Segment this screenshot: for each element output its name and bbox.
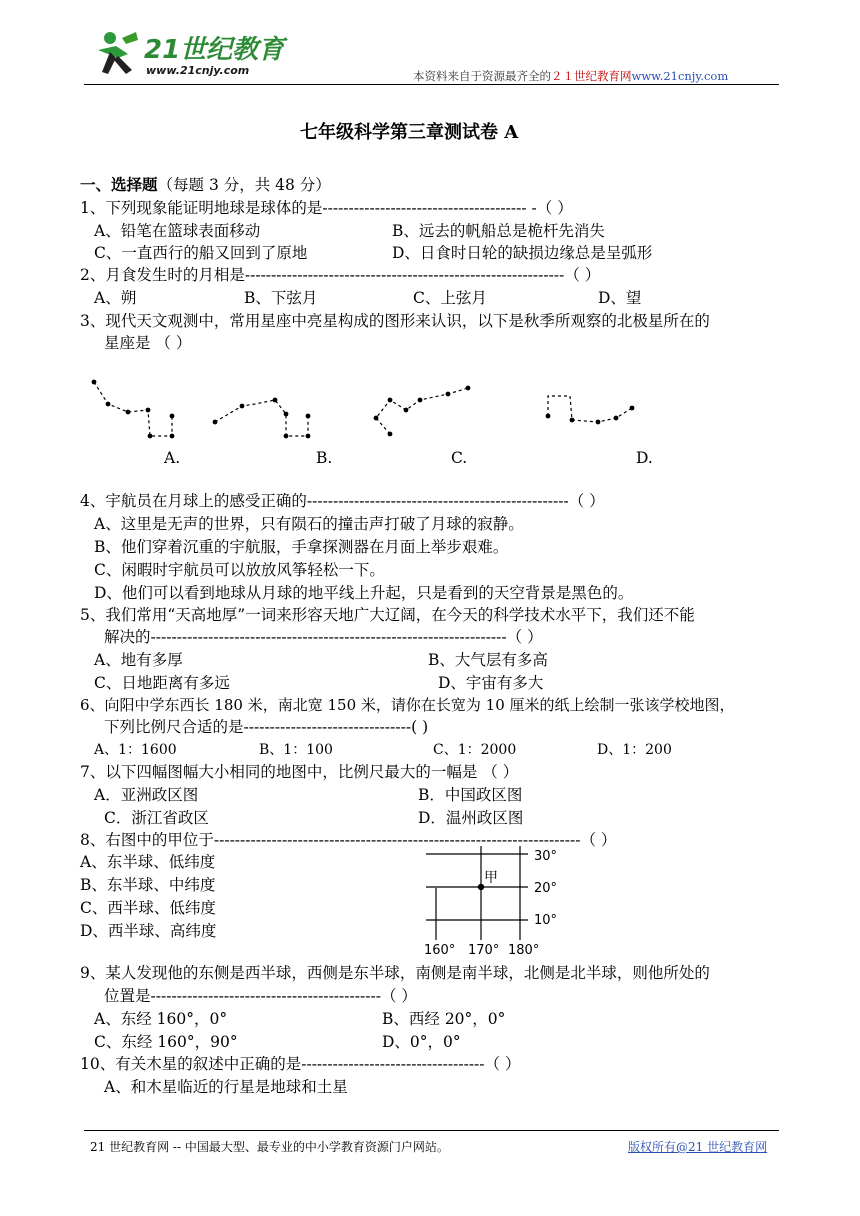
question-2-option-b: B、下弦月	[244, 289, 318, 307]
constellation-a	[94, 382, 172, 436]
question-3-option-d: D.	[636, 449, 653, 467]
question-7-option-d: D．温州政区图	[418, 809, 524, 827]
question-9-stem: 9、某人发现他的东侧是西半球，西侧是东半球，南侧是南半球，北侧是北半球，则他所处的	[80, 964, 710, 982]
question-1-option-c: C、一直西行的船又回到了原地	[94, 244, 308, 262]
point-jia-label: 甲	[484, 870, 498, 886]
question-1-option-d: D、日食时日轮的缺损边缘总是呈弧形	[392, 244, 653, 262]
question-9-stem-cont: 位置是--------------------------------------------（ ）	[104, 987, 417, 1005]
question-5-stem-cont: 解决的--------------------------------------------------------------------（ ）	[104, 628, 543, 646]
question-9-option-d: D、0°，0°	[382, 1033, 461, 1051]
question-7-stem: 7、以下四幅图幅大小相同的地图中，比例尺最大的一幅是 （ ）	[80, 763, 519, 781]
question-5-stem: 5、我们常用“天高地厚”一词来形容天地广大辽阔，在今天的科学技术水平下，我们还不能	[80, 606, 695, 624]
question-4-option-c: C、闲暇时宇航员可以放放风筝轻松一下。	[94, 561, 385, 579]
question-5-option-c: C、日地距离有多远	[94, 674, 230, 692]
question-7-option-b: B．中国政区图	[418, 786, 523, 804]
lat-label-20: 20°	[534, 881, 558, 896]
question-2-stem: 2、月食发生时的月相是-------------------------------------------------------------（ ）	[80, 266, 601, 284]
question-3-option-a: A.	[164, 449, 181, 467]
question-2-option-c: C、上弦月	[413, 289, 487, 307]
question-3-stem-cont: 星座是 （ ）	[104, 334, 192, 352]
question-6-stem-cont: 下列比例尺合适的是--------------------------------( )	[104, 718, 429, 736]
question-8-option-d: D、西半球、高纬度	[80, 922, 217, 940]
page-title: 七年级科学第三章测试卷 A	[300, 122, 519, 143]
question-2-option-d: D、望	[598, 289, 642, 307]
constellation-figures	[80, 370, 660, 450]
logo-brand: 21世纪教育	[144, 35, 285, 65]
question-7-option-a: A．亚洲政区图	[94, 786, 199, 804]
question-1-option-b: B、远去的帆船总是桅杆先消失	[392, 222, 605, 240]
question-4-option-a: A、这里是无声的世界，只有陨石的撞击声打破了月球的寂静。	[94, 515, 524, 533]
footer-rule	[84, 1130, 779, 1131]
lon-label-170: 170°	[468, 943, 500, 958]
question-4-stem: 4、宇航员在月球上的感受正确的--------------------------------------------------（ ）	[80, 492, 605, 510]
lon-label-180: 180°	[508, 943, 540, 958]
footer-left: 21 世纪教育网 -- 中国最大型、最专业的中小学教育资源门户网站。	[90, 1140, 449, 1154]
header-url-link[interactable]: www.21cnjy.com	[631, 69, 729, 83]
question-3-option-b: B.	[316, 449, 333, 467]
lat-label-30: 30°	[534, 849, 558, 864]
question-1-stem: 1、下列现象能证明地球是球体的是--------------------------------------- -（ ）	[80, 199, 573, 217]
question-5-option-b: B、大气层有多高	[428, 651, 548, 669]
question-6-option-a: A、1：1600	[94, 742, 177, 758]
question-6-option-d: D、1：200	[597, 742, 672, 758]
header-site: ２１世纪教育网	[551, 69, 632, 83]
question-5-option-a: A、地有多厚	[94, 651, 183, 669]
question-9-option-c: C、东经 160°，90°	[94, 1033, 238, 1051]
footer-copyright-link[interactable]: 版权所有@21 世纪教育网	[628, 1140, 768, 1154]
constellation-b	[215, 400, 308, 436]
section-heading: 一、选择题（每题 3 分，共 48 分）	[80, 175, 331, 194]
lon-label-160: 160°	[424, 943, 456, 958]
question-1-option-a: A、铅笔在篮球表面移动	[94, 222, 261, 240]
question-8-option-c: C、西半球、低纬度	[80, 899, 216, 917]
question-4-option-d: D、他们可以看到地球从月球的地平线上升起，只是看到的天空背景是黑色的。	[94, 584, 634, 602]
question-6-stem: 6、向阳中学东西长 180 米，南北宽 150 米，请你在长宽为 10 厘米的纸上绘制一张该学校地图，	[80, 696, 735, 714]
header-note: 本资料来自于资源最齐全的２１世纪教育网www.21cnjy.com	[413, 69, 729, 83]
lat-lon-grid-figure	[420, 842, 570, 960]
question-3-option-c: C.	[451, 449, 468, 467]
question-8-stem: 8、右图中的甲位于----------------------------------------------------------------------（ ）	[80, 831, 617, 849]
question-8-option-a: A、东半球、低纬度	[80, 853, 216, 871]
question-8-option-b: B、东半球、中纬度	[80, 876, 216, 894]
question-10-stem: 10、有关木星的叙述中正确的是-----------------------------------（ ）	[80, 1055, 521, 1073]
constellation-c	[376, 388, 468, 434]
question-9-option-b: B、西经 20°，0°	[382, 1010, 506, 1028]
question-10-option-a: A、和木星临近的行星是地球和土星	[104, 1078, 348, 1096]
question-4-option-b: B、他们穿着沉重的宇航服，手拿探测器在月面上举步艰难。	[94, 538, 509, 556]
lat-label-10: 10°	[534, 913, 558, 928]
question-2-option-a: A、朔	[94, 289, 137, 307]
question-6-option-b: B、1：100	[259, 742, 333, 758]
question-9-option-a: A、东经 160°，0°	[94, 1010, 228, 1028]
header-rule	[84, 84, 779, 85]
constellation-d	[548, 396, 632, 422]
question-5-option-d: D、宇宙有多大	[438, 674, 544, 692]
question-6-option-c: C、1：2000	[433, 742, 517, 758]
logo-url: www.21cnjy.com	[146, 64, 250, 77]
logo-21cnjy	[88, 28, 298, 80]
question-3-stem: 3、现代天文观测中，常用星座中亮星构成的图形来认识，以下是秋季所观察的北极星所在的	[80, 312, 710, 330]
question-7-option-c: C．浙江省政区	[104, 809, 209, 827]
